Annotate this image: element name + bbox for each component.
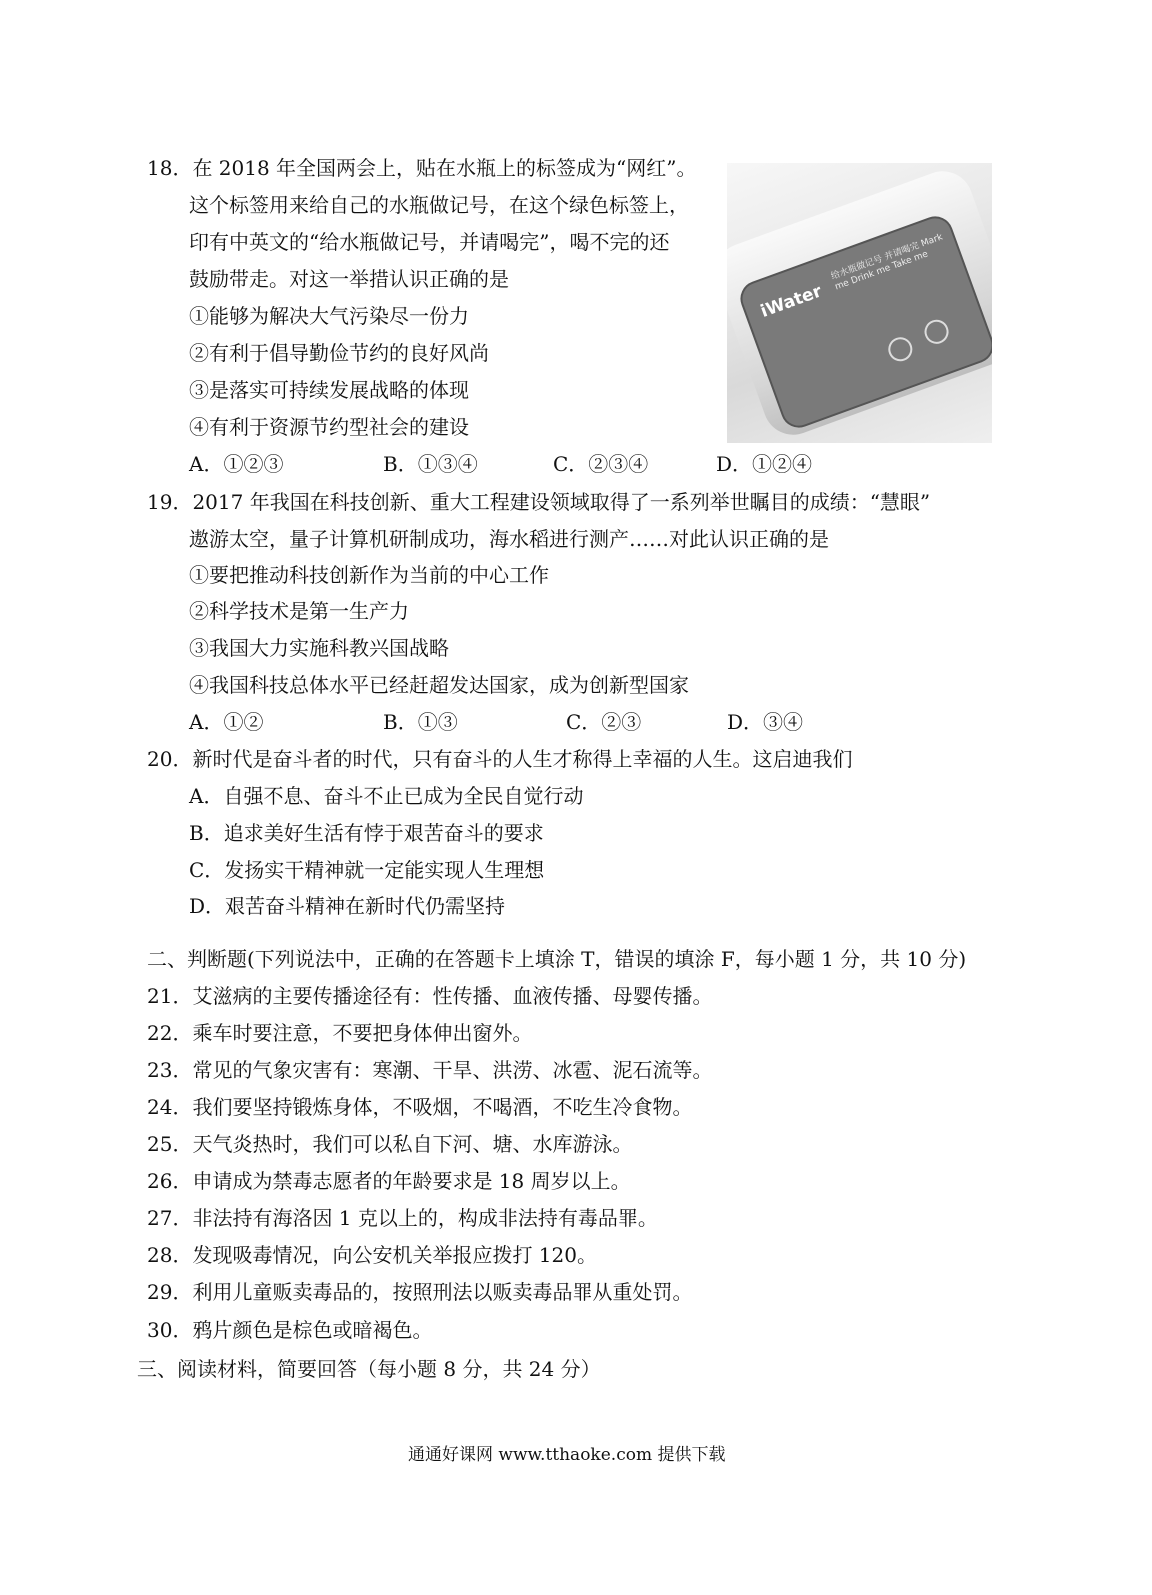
q19-statement-1: ①要把推动科技创新作为当前的中心工作 xyxy=(189,563,549,587)
badge-icon xyxy=(921,316,952,347)
q19-option-c: C．②③ xyxy=(566,710,642,734)
judgement-item: 26．申请成为禁毒志愿者的年龄要求是 18 周岁以上。 xyxy=(147,1169,631,1193)
q19-statement-3: ③我国大力实施科教兴国战略 xyxy=(189,636,449,660)
q19-statement-4: ④我国科技总体水平已经赶超发达国家，成为创新型国家 xyxy=(189,673,689,697)
q19-statement-2: ②科学技术是第一生产力 xyxy=(189,599,409,623)
q18-statement-4: ④有利于资源节约型社会的建设 xyxy=(189,415,469,439)
q18-statement-1: ①能够为解决大气污染尽一份力 xyxy=(189,304,469,328)
q18-stem-line-2: 这个标签用来给自己的水瓶做记号，在这个绿色标签上， xyxy=(189,193,689,217)
q20-choice-c: C．发扬实干精神就一定能实现人生理想 xyxy=(189,858,545,882)
q20-choice-d: D．艰苦奋斗精神在新时代仍需坚持 xyxy=(189,894,506,918)
water-bottle-photo xyxy=(727,163,992,443)
q18-option-d: D．①②④ xyxy=(716,452,813,476)
section2-heading: 二、判断题(下列说法中，正确的在答题卡上填涂 T，错误的填涂 F，每小题 1 分，共 10 分) xyxy=(147,947,967,971)
q20-choice-a: A．自强不息、奋斗不止已成为全民自觉行动 xyxy=(189,784,584,808)
q19-option-a: A．①② xyxy=(189,710,264,734)
judgement-item: 29．利用儿童贩卖毒品的，按照刑法以贩卖毒品罪从重处罚。 xyxy=(147,1280,693,1304)
label-text: 给水瓶做记号 并请喝完 Mark me Drink me Take me xyxy=(829,232,945,293)
judgement-item: 25．天气炎热时，我们可以私自下河、塘、水库游泳。 xyxy=(147,1132,633,1156)
judgement-item: 30．鸦片颜色是棕色或暗褐色。 xyxy=(147,1318,433,1342)
judgement-item: 27．非法持有海洛因 1 克以上的，构成非法持有毒品罪。 xyxy=(147,1206,658,1230)
page-footer: 通通好课网 www.tthaoke.com 提供下载 xyxy=(408,1445,726,1465)
q19-option-b: B．①③ xyxy=(383,710,458,734)
q18-stem-line-3: 印有中英文的“给水瓶做记号，并请喝完”，喝不完的还 xyxy=(189,230,670,254)
label-brand: iWater xyxy=(757,281,825,322)
q18-stem-line-1: 18．在 2018 年全国两会上，贴在水瓶上的标签成为“网红”。 xyxy=(147,156,697,180)
q18-statement-3: ③是落实可持续发展战略的体现 xyxy=(189,378,469,402)
q18-option-a: A．①②③ xyxy=(189,452,284,476)
q20-choice-b: B．追求美好生活有悖于艰苦奋斗的要求 xyxy=(189,821,544,845)
judgement-item: 24．我们要坚持锻炼身体，不吸烟，不喝酒，不吃生冷食物。 xyxy=(147,1095,693,1119)
q18-statement-2: ②有利于倡导勤俭节约的良好风尚 xyxy=(189,341,489,365)
section3-heading: 三、阅读材料，简要回答（每小题 8 分，共 24 分） xyxy=(137,1357,601,1381)
q20-stem: 20．新时代是奋斗者的时代，只有奋斗的人生才称得上幸福的人生。这启迪我们 xyxy=(147,747,853,771)
q18-stem-line-4: 鼓励带走。对这一举措认识正确的是 xyxy=(189,267,509,291)
q19-option-d: D．③④ xyxy=(727,710,804,734)
judgement-item: 22．乘车时要注意，不要把身体伸出窗外。 xyxy=(147,1021,533,1045)
judgement-item: 21．艾滋病的主要传播途径有：性传播、血液传播、母婴传播。 xyxy=(147,984,713,1008)
judgement-item: 23．常见的气象灾害有：寒潮、干旱、洪涝、冰雹、泥石流等。 xyxy=(147,1058,713,1082)
q18-option-c: C．②③④ xyxy=(553,452,649,476)
q19-stem-line-2: 遨游太空，量子计算机研制成功，海水稻进行测产……对此认识正确的是 xyxy=(189,527,829,551)
q18-option-b: B．①③④ xyxy=(383,452,478,476)
judgement-item: 28．发现吸毒情况，向公安机关举报应拨打 120。 xyxy=(147,1243,597,1267)
q19-stem-line-1: 19．2017 年我国在科技创新、重大工程建设领域取得了一系列举世瞩目的成绩：“慧眼” xyxy=(147,490,931,514)
seal-icon xyxy=(885,334,916,365)
